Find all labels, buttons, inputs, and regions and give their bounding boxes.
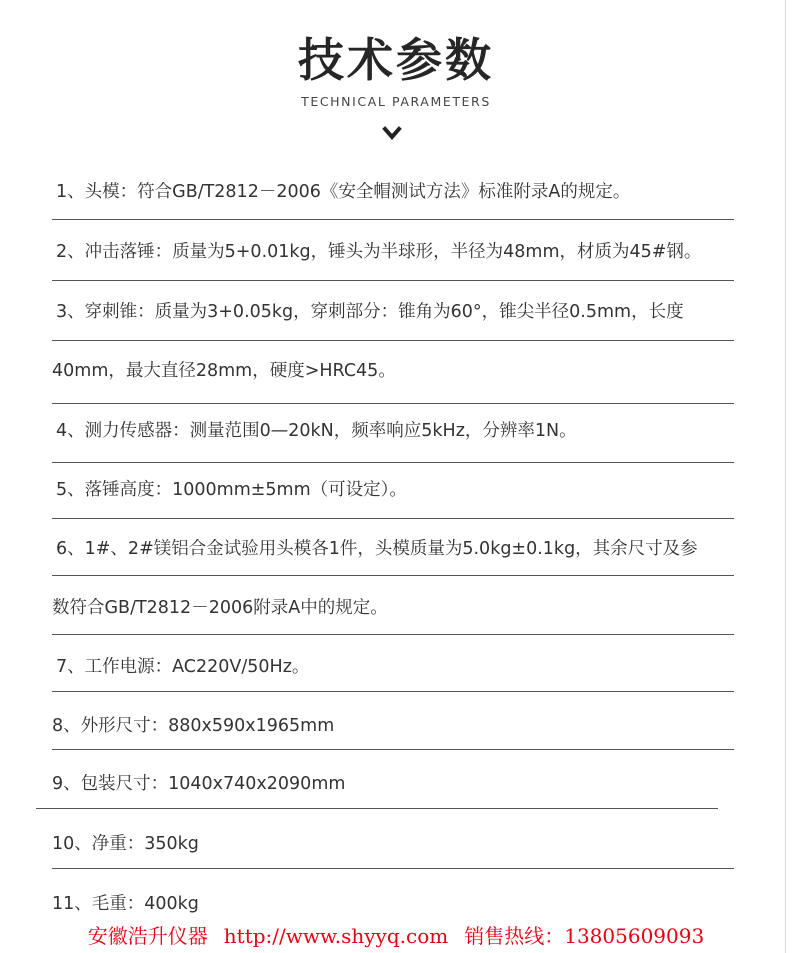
divider (36, 808, 718, 809)
divider (52, 518, 734, 519)
divider (52, 340, 734, 341)
divider (52, 575, 734, 576)
page-subtitle: TECHNICAL PARAMETERS (301, 94, 491, 109)
param-row-11: 11、毛重：400kg (52, 894, 199, 914)
divider (52, 462, 734, 463)
divider (52, 219, 734, 220)
param-row-3-continued: 40mm，最大直径28mm，硬度>HRC45。 (52, 361, 396, 381)
param-row-10: 10、净重：350kg (52, 834, 199, 854)
param-row-6-continued: 数符合GB/T2812－2006附录A中的规定。 (52, 598, 388, 618)
chevron-down-icon (382, 126, 402, 142)
param-row-3: 3、穿刺锥：质量为3+0.05kg，穿刺部分：锥角为60°，锥尖半径0.5mm，长度 (56, 302, 684, 322)
param-row-1: 1、头模：符合GB/T2812－2006《安全帽测试方法》标准附录A的规定。 (56, 182, 631, 202)
divider (52, 749, 734, 750)
divider (52, 691, 734, 692)
param-row-6: 6、1#、2#镁铝合金试验用头模各1件，头模质量为5.0kg±0.1kg，其余尺寸及参 (56, 539, 698, 559)
param-row-7: 7、工作电源：AC220V/50Hz。 (56, 657, 310, 677)
page-title: 技术参数 (298, 33, 494, 87)
divider (52, 634, 734, 635)
divider (52, 403, 734, 404)
divider (52, 868, 734, 869)
param-row-2: 2、冲击落锤：质量为5+0.01kg，锤头为半球形，半径为48mm，材质为45#钢。 (56, 242, 702, 262)
contact-footer (0, 920, 792, 953)
sales-hotline: 销售热线：13805609093 (464, 924, 705, 948)
right-edge-line (785, 0, 786, 953)
divider (52, 280, 734, 281)
param-row-4: 4、测力传感器：测量范围0—20kN，频率响应5kHz，分辨率1N。 (56, 421, 577, 441)
company-name: 安徽浩升仪器 (87, 924, 208, 948)
website-link[interactable]: http://www.shyyq.com (223, 924, 449, 948)
param-row-9: 9、包装尺寸：1040x740x2090mm (52, 774, 346, 794)
param-row-8: 8、外形尺寸：880x590x1965mm (52, 716, 335, 736)
param-row-5: 5、落锤高度：1000mm±5mm（可设定）。 (56, 480, 407, 500)
